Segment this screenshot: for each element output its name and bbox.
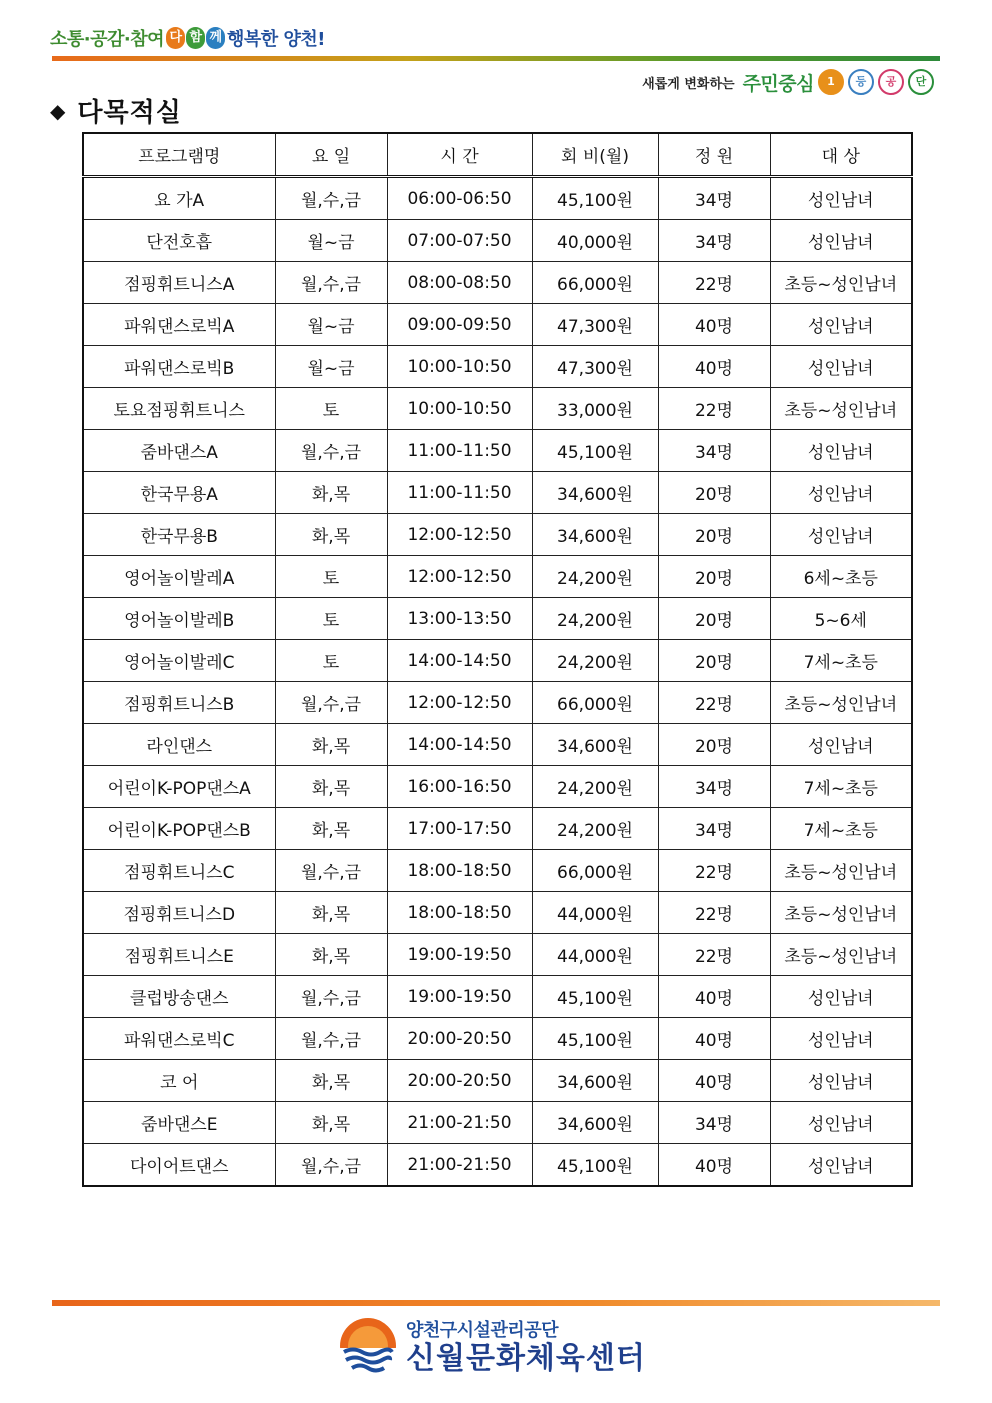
table-cell: 14:00-14:50 (387, 724, 532, 766)
table-cell: 파워댄스로빅B (83, 346, 275, 388)
schedule-table (82, 132, 913, 1187)
table-cell: 40명 (658, 976, 770, 1018)
diamond-bullet-icon: ◆ (50, 98, 66, 123)
table-header-cell: 대 상 (770, 133, 912, 177)
table-cell: 44,000원 (532, 934, 658, 976)
table-cell: 13:00-13:50 (387, 598, 532, 640)
table-cell: 5~6세 (770, 598, 912, 640)
table-cell: 파워댄스로빅A (83, 304, 275, 346)
table-cell: 월,수,금 (275, 1144, 387, 1187)
slogan-badge: 께 (206, 27, 225, 49)
header-divider (52, 56, 940, 61)
table-cell: 20명 (658, 472, 770, 514)
table-cell: 40명 (658, 1060, 770, 1102)
table-cell: 성인남녀 (770, 472, 912, 514)
table-cell: 34,600원 (532, 1060, 658, 1102)
slogan-left: 소통·공감·참여 (50, 29, 165, 50)
table-cell: 66,000원 (532, 682, 658, 724)
table-cell: 영어놀이발레A (83, 556, 275, 598)
table-cell: 성인남녀 (770, 514, 912, 556)
table-cell: 7세~초등 (770, 640, 912, 682)
table-header-cell: 요 일 (275, 133, 387, 177)
table-cell: 24,200원 (532, 766, 658, 808)
table-cell: 40명 (658, 304, 770, 346)
table-cell: 초등~성인남녀 (770, 262, 912, 304)
table-cell: 라인댄스 (83, 724, 275, 766)
table-cell: 성인남녀 (770, 346, 912, 388)
table-cell: 11:00-11:50 (387, 472, 532, 514)
table-cell: 45,100원 (532, 1144, 658, 1187)
table-cell: 초등~성인남녀 (770, 892, 912, 934)
motto-circle: 1 (818, 69, 844, 95)
table-cell: 6세~초등 (770, 556, 912, 598)
table-cell: 24,200원 (532, 556, 658, 598)
table-cell: 47,300원 (532, 346, 658, 388)
table-cell: 토요점핑휘트니스 (83, 388, 275, 430)
table-cell: 40명 (658, 1018, 770, 1060)
center-logo-icon (338, 1316, 398, 1376)
table-cell: 7세~초등 (770, 808, 912, 850)
table-row (83, 934, 912, 976)
table-cell: 45,100원 (532, 1018, 658, 1060)
table-cell: 22명 (658, 892, 770, 934)
header-slogan (50, 22, 325, 54)
table-cell: 18:00-18:50 (387, 892, 532, 934)
table-cell: 17:00-17:50 (387, 808, 532, 850)
table-cell: 14:00-14:50 (387, 640, 532, 682)
table-cell: 화,목 (275, 808, 387, 850)
table-cell: 20:00-20:50 (387, 1060, 532, 1102)
table-row (83, 598, 912, 640)
table-cell: 22명 (658, 682, 770, 724)
table-cell: 성인남녀 (770, 177, 912, 220)
table-cell: 어린이K-POP댄스B (83, 808, 275, 850)
table-cell: 토 (275, 598, 387, 640)
table-cell: 점핑휘트니스B (83, 682, 275, 724)
slogan-badge: 함 (186, 27, 205, 49)
table-cell: 단전호흡 (83, 220, 275, 262)
table-row (83, 682, 912, 724)
table-cell: 클럽방송댄스 (83, 976, 275, 1018)
table-row (83, 1018, 912, 1060)
table-cell: 줌바댄스E (83, 1102, 275, 1144)
table-cell: 성인남녀 (770, 220, 912, 262)
table-row (83, 388, 912, 430)
table-cell: 월~금 (275, 346, 387, 388)
table-row (83, 262, 912, 304)
table-cell: 20명 (658, 640, 770, 682)
table-cell: 화,목 (275, 724, 387, 766)
table-cell: 24,200원 (532, 598, 658, 640)
table-cell: 34명 (658, 766, 770, 808)
table-cell: 20명 (658, 556, 770, 598)
table-cell: 40,000원 (532, 220, 658, 262)
table-cell: 34명 (658, 1102, 770, 1144)
table-cell: 월~금 (275, 304, 387, 346)
motto-small: 새롭게 변화하는 (642, 76, 735, 92)
table-cell: 성인남녀 (770, 1018, 912, 1060)
table-cell: 초등~성인남녀 (770, 850, 912, 892)
table-cell: 09:00-09:50 (387, 304, 532, 346)
table-row (83, 1144, 912, 1187)
table-cell: 성인남녀 (770, 1060, 912, 1102)
table-cell: 34,600원 (532, 472, 658, 514)
table-cell: 22명 (658, 388, 770, 430)
table-cell: 점핑휘트니스D (83, 892, 275, 934)
table-row (83, 177, 912, 220)
table-row (83, 472, 912, 514)
table-cell: 34,600원 (532, 514, 658, 556)
table-cell: 22명 (658, 934, 770, 976)
table-cell: 월,수,금 (275, 850, 387, 892)
table-header-row (83, 133, 912, 177)
table-cell: 40명 (658, 1144, 770, 1187)
table-cell: 20명 (658, 514, 770, 556)
footer (338, 1316, 646, 1376)
table-cell: 34명 (658, 430, 770, 472)
table-cell: 34명 (658, 177, 770, 220)
table-cell: 점핑휘트니스A (83, 262, 275, 304)
section-title-text: 다목적실 (77, 98, 182, 128)
table-cell: 34,600원 (532, 724, 658, 766)
table-header-cell: 정 원 (658, 133, 770, 177)
table-header-cell: 회 비(월) (532, 133, 658, 177)
table-cell: 점핑휘트니스C (83, 850, 275, 892)
table-cell: 초등~성인남녀 (770, 682, 912, 724)
table-cell: 성인남녀 (770, 1102, 912, 1144)
table-cell: 19:00-19:50 (387, 934, 532, 976)
table-cell: 24,200원 (532, 808, 658, 850)
table-cell: 33,000원 (532, 388, 658, 430)
table-cell: 화,목 (275, 766, 387, 808)
table-cell: 20명 (658, 724, 770, 766)
table-cell: 45,100원 (532, 976, 658, 1018)
table-row (83, 808, 912, 850)
table-cell: 성인남녀 (770, 430, 912, 472)
table-body (83, 177, 912, 1187)
table-cell: 45,100원 (532, 430, 658, 472)
table-cell: 10:00-10:50 (387, 388, 532, 430)
table-cell: 토 (275, 640, 387, 682)
table-row (83, 220, 912, 262)
table-cell: 성인남녀 (770, 304, 912, 346)
table-cell: 파워댄스로빅C (83, 1018, 275, 1060)
table-cell: 07:00-07:50 (387, 220, 532, 262)
motto-circle: 등 (848, 69, 874, 95)
table-row (83, 640, 912, 682)
table-cell: 월,수,금 (275, 1018, 387, 1060)
table-cell: 토 (275, 388, 387, 430)
table-cell: 월,수,금 (275, 682, 387, 724)
table-cell: 21:00-21:50 (387, 1102, 532, 1144)
table-cell: 7세~초등 (770, 766, 912, 808)
slogan-badges (166, 27, 225, 49)
slogan-right: 행복한 양천! (227, 29, 325, 50)
table-cell: 월~금 (275, 220, 387, 262)
table-cell: 24,200원 (532, 640, 658, 682)
table-cell: 줌바댄스A (83, 430, 275, 472)
table-cell: 12:00-12:50 (387, 682, 532, 724)
table-cell: 한국무용B (83, 514, 275, 556)
table-row (83, 724, 912, 766)
table-row (83, 766, 912, 808)
slogan-badge: 다 (166, 27, 185, 49)
table-cell: 영어놀이발레B (83, 598, 275, 640)
table-cell: 성인남녀 (770, 976, 912, 1018)
section-title (50, 92, 182, 129)
table-cell: 16:00-16:50 (387, 766, 532, 808)
table-cell: 월,수,금 (275, 177, 387, 220)
footer-org: 양천구시설관리공단 (406, 1320, 558, 1341)
table-cell: 초등~성인남녀 (770, 388, 912, 430)
table-row (83, 1060, 912, 1102)
table-cell: 08:00-08:50 (387, 262, 532, 304)
table-row (83, 976, 912, 1018)
table-cell: 점핑휘트니스E (83, 934, 275, 976)
footer-divider (52, 1300, 940, 1306)
table-header-cell: 시 간 (387, 133, 532, 177)
motto-big: 주민중심 (742, 72, 814, 95)
table-cell: 40명 (658, 346, 770, 388)
table-row (83, 514, 912, 556)
table-row (83, 346, 912, 388)
table-cell: 토 (275, 556, 387, 598)
table-row (83, 556, 912, 598)
table-cell: 화,목 (275, 472, 387, 514)
table-cell: 45,100원 (532, 177, 658, 220)
table-row (83, 892, 912, 934)
table-cell: 12:00-12:50 (387, 556, 532, 598)
table-header-cell: 프로그램명 (83, 133, 275, 177)
table-cell: 34명 (658, 808, 770, 850)
table-cell: 10:00-10:50 (387, 346, 532, 388)
table-cell: 34,600원 (532, 1102, 658, 1144)
table-cell: 다이어트댄스 (83, 1144, 275, 1187)
header-motto (642, 68, 934, 96)
table-cell: 18:00-18:50 (387, 850, 532, 892)
table-cell: 44,000원 (532, 892, 658, 934)
table-cell: 화,목 (275, 1060, 387, 1102)
table-cell: 영어놀이발레C (83, 640, 275, 682)
table-cell: 22명 (658, 850, 770, 892)
motto-circle: 공 (878, 69, 904, 95)
table-cell: 06:00-06:50 (387, 177, 532, 220)
table-cell: 성인남녀 (770, 1144, 912, 1187)
table-cell: 66,000원 (532, 262, 658, 304)
table-cell: 66,000원 (532, 850, 658, 892)
table-cell: 성인남녀 (770, 724, 912, 766)
table-cell: 34명 (658, 220, 770, 262)
table-cell: 화,목 (275, 934, 387, 976)
table-cell: 화,목 (275, 514, 387, 556)
table-cell: 초등~성인남녀 (770, 934, 912, 976)
table-cell: 월,수,금 (275, 976, 387, 1018)
table-cell: 20:00-20:50 (387, 1018, 532, 1060)
footer-center-name: 신월문화체육센터 (406, 1341, 646, 1376)
table-cell: 한국무용A (83, 472, 275, 514)
table-cell: 어린이K-POP댄스A (83, 766, 275, 808)
table-cell: 47,300원 (532, 304, 658, 346)
table-cell: 20명 (658, 598, 770, 640)
motto-circle: 단 (908, 69, 934, 95)
table-cell: 화,목 (275, 892, 387, 934)
table-cell: 12:00-12:50 (387, 514, 532, 556)
table-cell: 코 어 (83, 1060, 275, 1102)
table-row (83, 850, 912, 892)
table-cell: 22명 (658, 262, 770, 304)
table-cell: 화,목 (275, 1102, 387, 1144)
table-row (83, 1102, 912, 1144)
table-row (83, 304, 912, 346)
table-cell: 월,수,금 (275, 430, 387, 472)
table-row (83, 430, 912, 472)
table-cell: 요 가A (83, 177, 275, 220)
table-cell: 19:00-19:50 (387, 976, 532, 1018)
table-cell: 11:00-11:50 (387, 430, 532, 472)
footer-names (406, 1316, 646, 1376)
table-cell: 21:00-21:50 (387, 1144, 532, 1187)
table-cell: 월,수,금 (275, 262, 387, 304)
